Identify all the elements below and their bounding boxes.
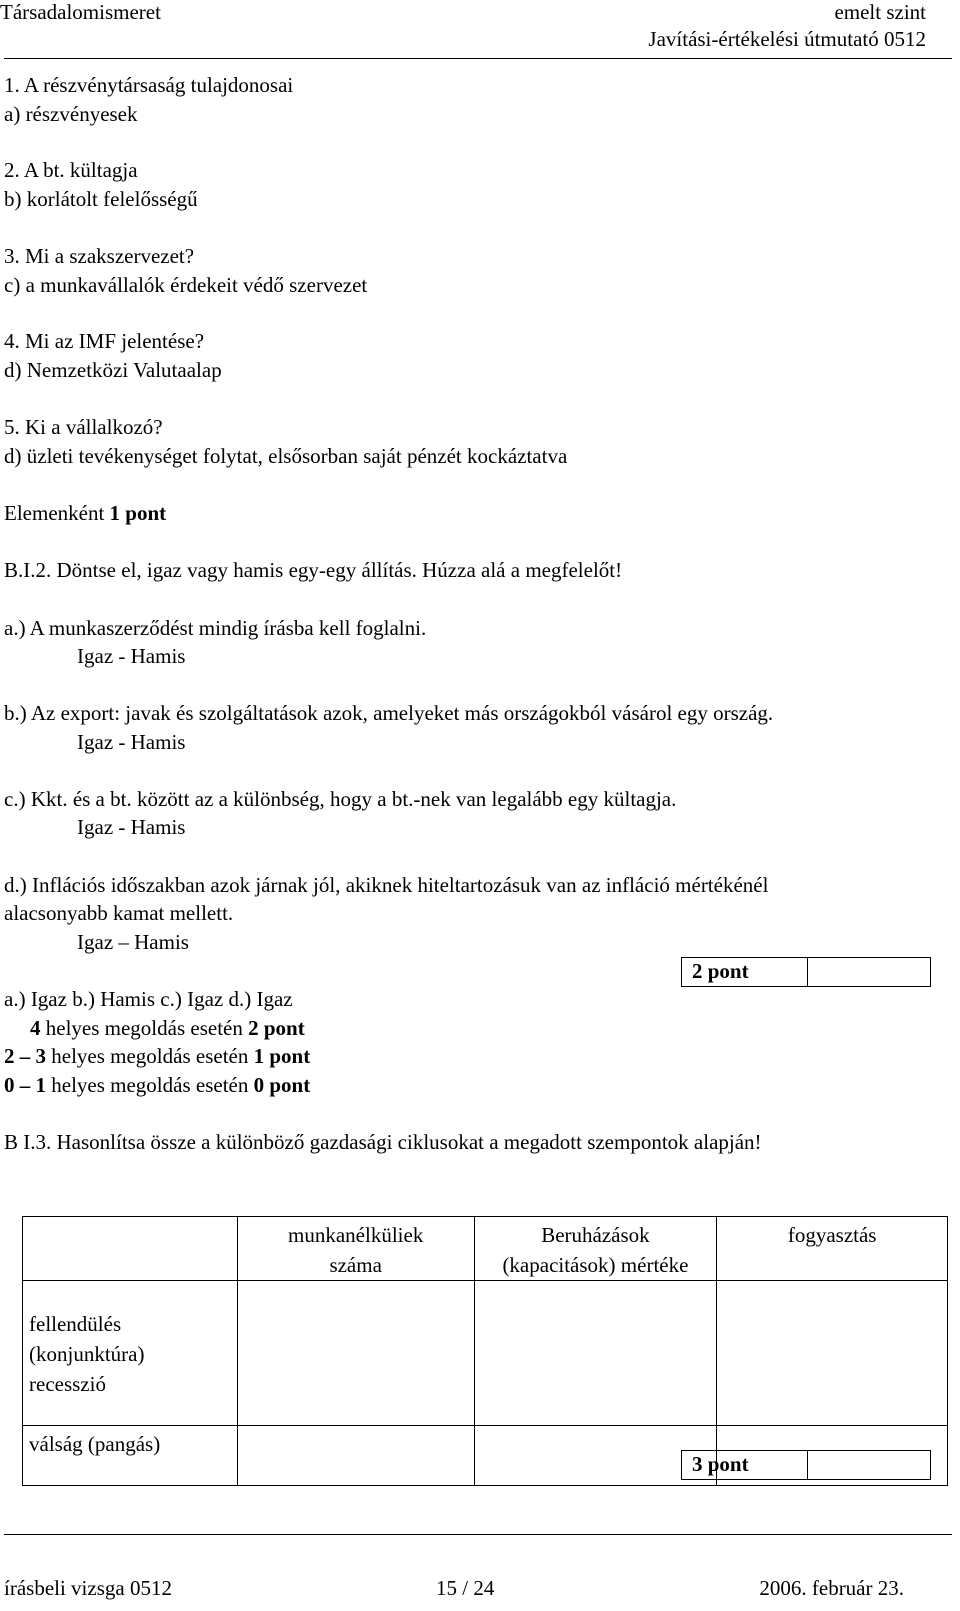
footer-exam: írásbeli vizsga 0512 (4, 1576, 172, 1600)
task2-statement-d-line2: alacsonyabb kamat mellett. (4, 901, 234, 925)
column-header-investment: Beruházások (kapacitások) mértéke (474, 1217, 717, 1281)
task3-points-box (681, 1450, 931, 1480)
task2-scoring-3: 0 – 1 helyes megoldás esetén 0 pont (4, 1073, 311, 1097)
task2-statement-a: a.) A munkaszerződést mindig írásba kell foglalni. (4, 616, 427, 640)
column-header-consumption: fogyasztás (717, 1217, 948, 1281)
task2-choice-a: Igaz - Hamis (77, 644, 186, 668)
row-header-crisis: válság (pangás) (23, 1426, 238, 1486)
question-1: 1. A részvénytársaság tulajdonosai (4, 73, 294, 97)
table-cell (237, 1426, 474, 1486)
task2-choice-d: Igaz – Hamis (77, 930, 189, 954)
answer-3: c) a munkavállalók érdekeit védő szervezet (4, 273, 368, 297)
footer-rule (4, 1534, 952, 1535)
question-5: 5. Ki a vállalkozó? (4, 415, 163, 439)
task2-choice-c: Igaz - Hamis (77, 815, 186, 839)
question-4: 4. Mi az IMF jelentése? (4, 329, 205, 353)
table-cell (237, 1281, 474, 1426)
task2-points-box (681, 957, 931, 987)
task2-title: B.I.2. Döntse el, igaz vagy hamis egy-egy állítás. Húzza alá a megfelelőt! (4, 558, 623, 582)
header-guide: Javítási-értékelési útmutató 0512 (648, 27, 926, 51)
task2-scoring-1: 4 helyes megoldás esetén 2 pont (30, 1016, 305, 1040)
table-row (23, 1281, 948, 1426)
task2-choice-b: Igaz - Hamis (77, 730, 186, 754)
score-note: Elemenként 1 pont (4, 501, 167, 525)
cycle-table-corner (23, 1217, 238, 1281)
header-subject: Társadalomismeret (0, 0, 161, 24)
task2-statement-b: b.) Az export: javak és szolgáltatások azok, amelyeket más országokból vásárol egy ország. (4, 701, 774, 725)
row-header-recessions: fellendülés (konjunktúra) recesszió (23, 1281, 238, 1426)
column-header-unemployed: munkanélküliek száma (237, 1217, 474, 1281)
header-level: emelt szint (834, 0, 926, 24)
task2-points-label: 2 pont (682, 958, 808, 986)
cycle-table (22, 1216, 948, 1486)
task2-statement-d-line1: d.) Inflációs időszakban azok járnak jól, akiknek hiteltartozásuk van az infláció mértékénél (4, 873, 769, 897)
table-cell (717, 1281, 948, 1426)
footer-page-number: 15 / 24 (436, 1576, 495, 1600)
task2-points-field (808, 958, 930, 986)
question-3: 3. Mi a szakszervezet? (4, 244, 195, 268)
task2-scoring-2: 2 – 3 helyes megoldás esetén 1 pont (4, 1044, 311, 1068)
answer-5: d) üzleti tevékenységet folytat, elsősorban saját pénzét kockáztatva (4, 444, 568, 468)
footer-date: 2006. február 23. (759, 1576, 904, 1600)
answer-2: b) korlátolt felelősségű (4, 187, 198, 211)
answer-1: a) részvényesek (4, 102, 138, 126)
cycle-table-header-row (23, 1217, 948, 1281)
table-cell (474, 1281, 717, 1426)
header-rule (4, 58, 952, 59)
task3-points-field (808, 1451, 930, 1479)
question-2: 2. A bt. kültagja (4, 158, 138, 182)
task2-key: a.) Igaz b.) Hamis c.) Igaz d.) Igaz (4, 987, 293, 1011)
task2-statement-c: c.) Kkt. és a bt. között az a különbség, hogy a bt.-nek van legalább egy kültagja. (4, 787, 677, 811)
answer-4: d) Nemzetközi Valutaalap (4, 358, 222, 382)
task3-points-label: 3 pont (682, 1451, 808, 1479)
task3-title: B I.3. Hasonlítsa össze a különböző gazdasági ciklusokat a megadott szempontok alapján! (4, 1130, 762, 1154)
